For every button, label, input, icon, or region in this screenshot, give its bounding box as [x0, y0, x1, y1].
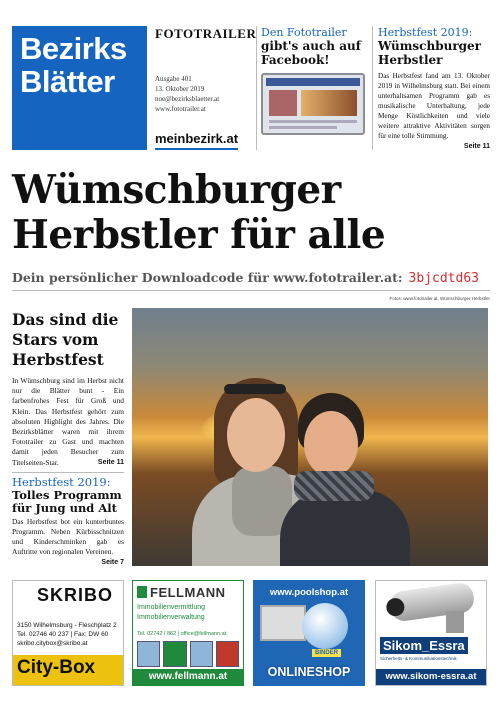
- article-stars-headline: Das sind die Stars vom Herbstfest: [12, 310, 119, 369]
- article-programm-page: Seite 7: [101, 558, 124, 566]
- issue-web[interactable]: www.fototrailer.at: [155, 105, 206, 113]
- article-stars-page: Seite 11: [97, 458, 124, 466]
- ad-skribo-citybox[interactable]: [12, 580, 124, 686]
- teaser-herbstfest-page: Seite 11: [463, 143, 490, 150]
- logo-line-1: Bezirks: [20, 31, 127, 66]
- column-divider: [12, 472, 124, 473]
- teaser-herbstfest[interactable]: [372, 26, 490, 150]
- sikom-url: www.sikom-essra.at: [376, 669, 486, 685]
- main-headline: [12, 168, 492, 258]
- fellmann-house-icons: [137, 641, 239, 667]
- laptop-icon: [260, 605, 306, 641]
- article-programm-headline: Tolles Programm für Jung und Alt: [12, 487, 122, 515]
- fellmann-services: [137, 603, 205, 623]
- ad-poolshop[interactable]: [253, 580, 365, 686]
- fellmann-service-2: Immobilienverwaltung: [137, 614, 205, 621]
- download-line: [12, 270, 479, 286]
- photo-credit: Fotos: www.fototrailer.at, Wümschburger Herbstler: [389, 296, 490, 301]
- issue-date: 13. Oktober 2019: [155, 85, 205, 93]
- teaser-facebook-headline: gibt's auch auf Facebook!: [261, 39, 361, 67]
- teaser-herbstfest-headline: Wümschburger Herbstler: [378, 39, 481, 67]
- sikom-subtitle: Sicherheits- & Kommunikationstechnik: [380, 656, 457, 661]
- article-programm-kicker: Herbstfest 2019:: [12, 474, 111, 489]
- skribo-logo: SKRIBO: [37, 585, 114, 605]
- skribo-address: 3150 Wilhelmsburg - Fleschplatz 2: [17, 622, 117, 629]
- teaser-facebook[interactable]: [256, 26, 366, 150]
- logo-line-2: Blätter: [20, 64, 115, 99]
- fellmann-service-1: Immobilienvermittlung: [137, 604, 206, 611]
- bezirksblaetter-logo[interactable]: [12, 26, 147, 150]
- divider: [12, 290, 490, 291]
- binder-badge: BINDER: [312, 649, 341, 657]
- teaser-facebook-kicker: Den Fototrailer: [261, 26, 347, 39]
- skribo-contact: [17, 621, 117, 648]
- facebook-laptop-image: [261, 73, 365, 135]
- fellmann-logo: FELLMANN: [137, 585, 226, 600]
- download-text: Dein persönlicher Downloadcode für www.fototrailer.at:: [12, 270, 403, 285]
- photo-person-boy: [280, 393, 410, 566]
- citybox-name: City-Box: [17, 657, 96, 678]
- pool-ball-icon: [302, 603, 348, 649]
- left-column: [12, 310, 124, 568]
- main-headline-line-2: Herbstler für alle: [12, 212, 386, 258]
- article-programm-body: [12, 516, 124, 566]
- article-programm-text: Das Herbstfest bot ein kunterbuntes Programm. Neben Kürbisschnitzen und Kinderschminken gab es Auftritte von regionalen Vereinen.: [12, 516, 124, 557]
- cover-photo: [132, 308, 488, 566]
- fellmann-url: www.fellmann.at: [133, 669, 243, 685]
- camera-mount-icon: [446, 611, 464, 633]
- fellmann-contact: Tel. 02742 / 862 | office@fellmann.at: [137, 631, 227, 637]
- skribo-email: skribo.citybox@skribo.at: [17, 640, 88, 647]
- issue-number: Ausgabe 401: [155, 75, 192, 83]
- teaser-herbstfest-kicker: Herbstfest 2019:: [378, 26, 473, 39]
- issue-email[interactable]: noe@bezirksblaetter.at: [155, 95, 220, 103]
- issue-meta: [155, 74, 219, 114]
- article-stars-body: [12, 376, 124, 468]
- meinbezirk-brand[interactable]: meinbezirk.at: [155, 131, 238, 150]
- issue-info: [155, 26, 257, 150]
- ad-sikom-essra[interactable]: [375, 580, 487, 686]
- section-title: FOTOTRAILER: [155, 26, 257, 41]
- sikom-brand: Sikom_Essra: [380, 637, 468, 654]
- onlineshop-label: ONLINESHOP: [267, 665, 351, 679]
- main-headline-line-1: Wümschburger: [12, 167, 341, 213]
- poolshop-url: www.poolshop.at: [269, 587, 349, 598]
- ad-fellmann[interactable]: [132, 580, 244, 686]
- download-code: 3bjcdtd63: [408, 271, 479, 286]
- skribo-phone: Tel. 02746 40 237 | Fax: DW 60: [17, 631, 109, 638]
- article-stars-text: In Wümschburg sind im Herbst nicht nur die Blätter bunt - Ein farbenfrohes Fest für Groß und Klein. Das Herbstfest gehört zum absoluten Highlight des Jahres. Die Bezirksblätter waren mit ihrem Fototrailer zu Gast und machten damit jeden Besucher zum Titelseiten-Star.: [12, 376, 124, 467]
- teaser-herbstfest-body: Das Herbstfest fand am 13. Oktober 2019 in Wilhelmsburg statt. Bei einem unterhaltsamen Programm gab es musikalische Unterhaltung, jede Menge Köstlichkeiten und viele weitere attraktive Aktivitäten sorgen für eine tolle Stimmung.: [378, 72, 490, 140]
